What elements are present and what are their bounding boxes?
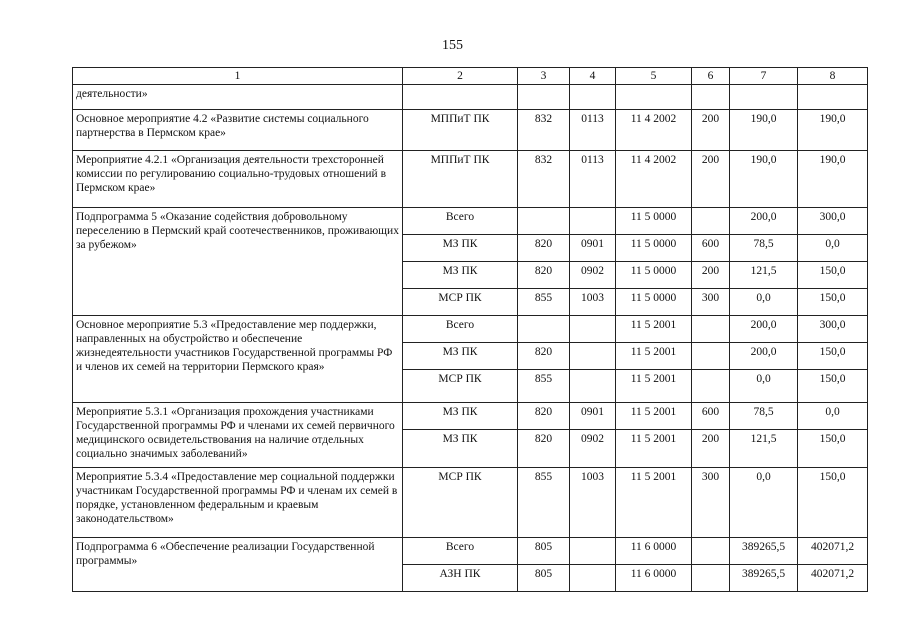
target-article-code: 11 5 0000 bbox=[616, 208, 692, 235]
administrator: МСР ПК bbox=[403, 370, 518, 403]
table-row bbox=[73, 468, 868, 538]
administrator: Всего bbox=[403, 316, 518, 343]
grbs-code: 855 bbox=[518, 370, 570, 403]
col-5-header: 5 bbox=[616, 68, 692, 85]
program-name: Основное мероприятие 5.3 «Предоставление мер поддержки, направленных на обустройство и обеспечение жизнедеятельности участников Государственной программы РФ и членов их семей на территории Пермского края» bbox=[73, 316, 403, 403]
amount-year-1: 0,0 bbox=[730, 370, 798, 403]
expense-type-code bbox=[692, 208, 730, 235]
amount-year-2: 150,0 bbox=[798, 430, 868, 468]
table-row bbox=[73, 403, 868, 430]
expense-type-code: 300 bbox=[692, 289, 730, 316]
administrator: МСР ПК bbox=[403, 468, 518, 538]
expense-type-code bbox=[692, 370, 730, 403]
target-article-code: 11 5 2001 bbox=[616, 370, 692, 403]
amount-year-1: 190,0 bbox=[730, 151, 798, 208]
grbs-code: 820 bbox=[518, 403, 570, 430]
expense-type-code: 200 bbox=[692, 262, 730, 289]
section-code bbox=[570, 343, 616, 370]
target-article-code: 11 5 2001 bbox=[616, 468, 692, 538]
amount-year-2: 150,0 bbox=[798, 289, 868, 316]
program-name: Мероприятие 5.3.4 «Предоставление мер социальной поддержки участникам Государственной программы РФ и членам их семей в порядке, установленном федеральным и краевым законодательством» bbox=[73, 468, 403, 538]
target-article-code: 11 5 2001 bbox=[616, 430, 692, 468]
grbs-code: 805 bbox=[518, 538, 570, 565]
administrator: МЗ ПК bbox=[403, 343, 518, 370]
amount-year-1: 200,0 bbox=[730, 208, 798, 235]
section-code bbox=[570, 565, 616, 592]
section-code: 0902 bbox=[570, 262, 616, 289]
amount-year-1: 200,0 bbox=[730, 343, 798, 370]
target-article-code: 11 5 0000 bbox=[616, 262, 692, 289]
section-code: 1003 bbox=[570, 289, 616, 316]
expense-type-code bbox=[692, 316, 730, 343]
section-code: 0901 bbox=[570, 403, 616, 430]
grbs-code: 820 bbox=[518, 235, 570, 262]
section-code bbox=[570, 370, 616, 403]
col-7-header: 7 bbox=[730, 68, 798, 85]
amount-year-2: 0,0 bbox=[798, 403, 868, 430]
expense-type-code: 600 bbox=[692, 235, 730, 262]
col-6-header: 6 bbox=[692, 68, 730, 85]
target-article-code: 11 5 2001 bbox=[616, 343, 692, 370]
administrator: АЗН ПК bbox=[403, 565, 518, 592]
administrator: МЗ ПК bbox=[403, 235, 518, 262]
program-name: Мероприятие 4.2.1 «Организация деятельности трехсторонней комиссии по регулированию социально-трудовых отношений в Пермском крае» bbox=[73, 151, 403, 208]
administrator: МЗ ПК bbox=[403, 262, 518, 289]
program-name: Мероприятие 5.3.1 «Организация прохождения участниками Государственной программы РФ и членами их семей первичного медицинского освидетельствования на наличие отдельных социально значимых заболеваний» bbox=[73, 403, 403, 468]
budget-table bbox=[72, 67, 868, 592]
expense-type-code bbox=[692, 565, 730, 592]
grbs-code: 820 bbox=[518, 343, 570, 370]
table-row bbox=[73, 151, 868, 208]
amount-year-2: 150,0 bbox=[798, 370, 868, 403]
expense-type-code bbox=[692, 538, 730, 565]
expense-type-code: 200 bbox=[692, 110, 730, 151]
section-code: 1003 bbox=[570, 468, 616, 538]
amount-year-2: 150,0 bbox=[798, 343, 868, 370]
table-row bbox=[73, 110, 868, 151]
section-code: 0901 bbox=[570, 235, 616, 262]
expense-type-code: 300 bbox=[692, 468, 730, 538]
program-name: Подпрограмма 6 «Обеспечение реализации Государственной программы» bbox=[73, 538, 403, 592]
table-row bbox=[73, 538, 868, 565]
target-article-code: 11 4 2002 bbox=[616, 110, 692, 151]
section-code bbox=[570, 538, 616, 565]
col-2-header: 2 bbox=[403, 68, 518, 85]
column-number-row bbox=[73, 68, 868, 85]
section-code bbox=[570, 316, 616, 343]
amount-year-2: 150,0 bbox=[798, 468, 868, 538]
target-article-code: 11 5 0000 bbox=[616, 289, 692, 316]
amount-year-1: 0,0 bbox=[730, 289, 798, 316]
amount-year-1: 0,0 bbox=[730, 468, 798, 538]
amount-year-1: 78,5 bbox=[730, 403, 798, 430]
section-code bbox=[570, 208, 616, 235]
section-code: 0902 bbox=[570, 430, 616, 468]
grbs-code: 805 bbox=[518, 565, 570, 592]
target-article-code: 11 5 0000 bbox=[616, 235, 692, 262]
expense-type-code bbox=[692, 343, 730, 370]
amount-year-1: 190,0 bbox=[730, 110, 798, 151]
table-row bbox=[73, 208, 868, 235]
administrator: Всего bbox=[403, 208, 518, 235]
grbs-code: 855 bbox=[518, 468, 570, 538]
col-1-header: 1 bbox=[73, 68, 403, 85]
col-8-header: 8 bbox=[798, 68, 868, 85]
program-name: деятельности» bbox=[73, 85, 403, 110]
program-name: Подпрограмма 5 «Оказание содействия добровольному переселению в Пермский край соотечественников, проживающих за рубежом» bbox=[73, 208, 403, 316]
amount-year-1: 121,5 bbox=[730, 430, 798, 468]
amount-year-2: 402071,2 bbox=[798, 538, 868, 565]
amount-year-2: 150,0 bbox=[798, 262, 868, 289]
table-row bbox=[73, 85, 868, 110]
amount-year-2: 402071,2 bbox=[798, 565, 868, 592]
col-4-header: 4 bbox=[570, 68, 616, 85]
target-article-code: 11 5 2001 bbox=[616, 316, 692, 343]
target-article-code: 11 4 2002 bbox=[616, 151, 692, 208]
amount-year-2: 190,0 bbox=[798, 151, 868, 208]
amount-year-2: 300,0 bbox=[798, 208, 868, 235]
target-article-code: 11 5 2001 bbox=[616, 403, 692, 430]
table-row bbox=[73, 316, 868, 343]
section-code: 0113 bbox=[570, 151, 616, 208]
administrator: МППиТ ПК bbox=[403, 151, 518, 208]
administrator: МСР ПК bbox=[403, 289, 518, 316]
amount-year-1: 121,5 bbox=[730, 262, 798, 289]
administrator: МЗ ПК bbox=[403, 403, 518, 430]
amount-year-1: 389265,5 bbox=[730, 565, 798, 592]
grbs-code: 855 bbox=[518, 289, 570, 316]
amount-year-1: 389265,5 bbox=[730, 538, 798, 565]
amount-year-1: 78,5 bbox=[730, 235, 798, 262]
amount-year-1: 200,0 bbox=[730, 316, 798, 343]
grbs-code: 820 bbox=[518, 430, 570, 468]
target-article-code: 11 6 0000 bbox=[616, 565, 692, 592]
target-article-code: 11 6 0000 bbox=[616, 538, 692, 565]
administrator: Всего bbox=[403, 538, 518, 565]
amount-year-2: 190,0 bbox=[798, 110, 868, 151]
expense-type-code: 200 bbox=[692, 151, 730, 208]
col-3-header: 3 bbox=[518, 68, 570, 85]
grbs-code: 832 bbox=[518, 151, 570, 208]
amount-year-2: 300,0 bbox=[798, 316, 868, 343]
expense-type-code: 200 bbox=[692, 430, 730, 468]
administrator: МЗ ПК bbox=[403, 430, 518, 468]
grbs-code: 832 bbox=[518, 110, 570, 151]
administrator: МППиТ ПК bbox=[403, 110, 518, 151]
amount-year-2: 0,0 bbox=[798, 235, 868, 262]
grbs-code: 820 bbox=[518, 262, 570, 289]
section-code: 0113 bbox=[570, 110, 616, 151]
page-number: 155 bbox=[442, 38, 463, 53]
grbs-code bbox=[518, 208, 570, 235]
expense-type-code: 600 bbox=[692, 403, 730, 430]
program-name: Основное мероприятие 4.2 «Развитие системы социального партнерства в Пермском крае» bbox=[73, 110, 403, 151]
grbs-code bbox=[518, 316, 570, 343]
